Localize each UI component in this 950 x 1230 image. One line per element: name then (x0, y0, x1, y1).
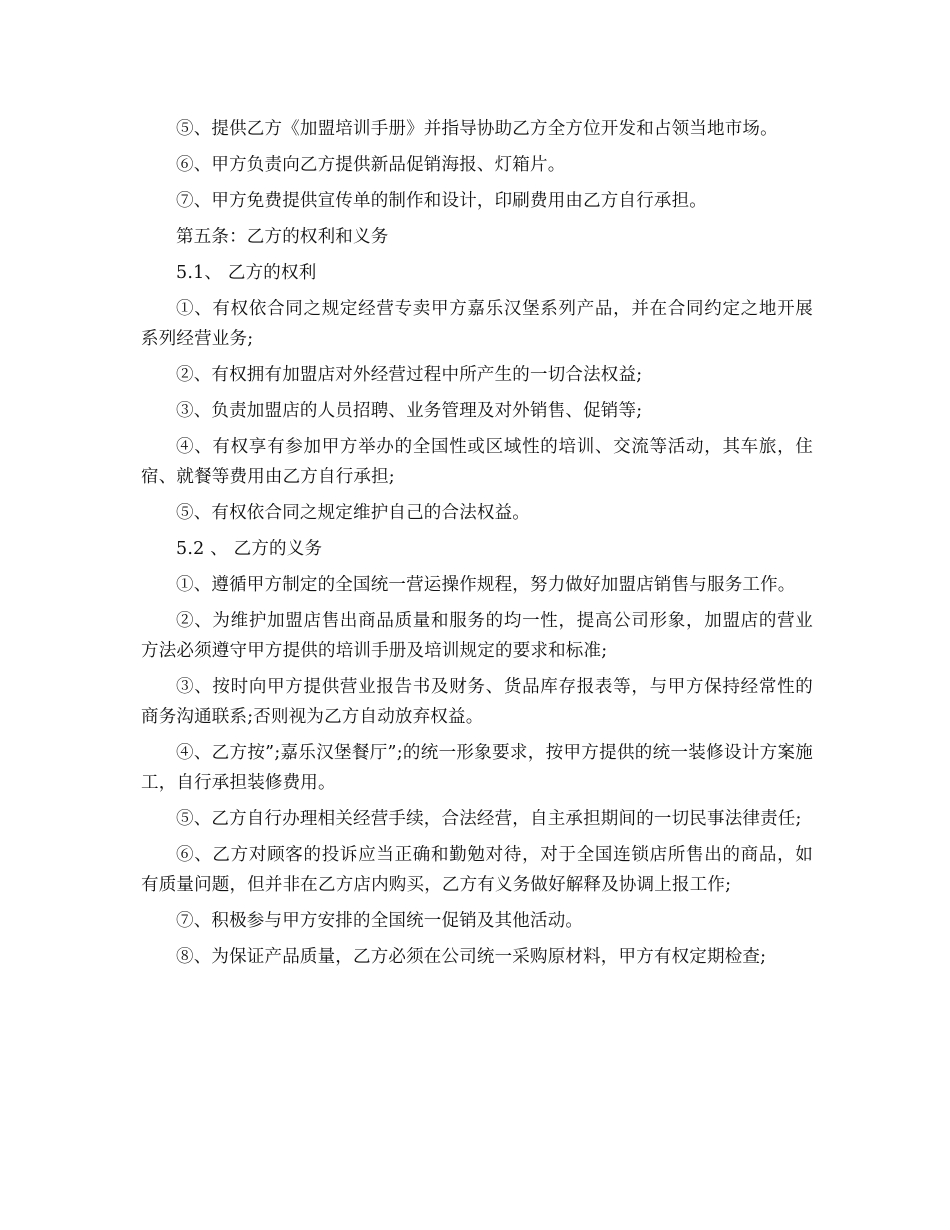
paragraph-right-4: ④、有权享有参加甲方举办的全国性或区域性的培训、交流等活动，其车旅，住宿、就餐等费用由乙方自行承担; (141, 437, 813, 487)
paragraph-item-5-training-manual: ⑤、提供乙方《加盟培训手册》并指导协助乙方全方位开发和占领当地市场。 (176, 119, 778, 139)
paragraph-obligation-3: ③、按时向甲方提供营业报告书及财务、货品库存报表等，与甲方保持经常性的商务沟通联系;否则视为乙方自动放弃权益。 (141, 677, 813, 727)
subsection-heading-5-1: 5.1、 乙方的权利 (176, 263, 317, 283)
paragraph-obligation-7: ⑦、积极参与甲方安排的全国统一促销及其他活动。 (176, 911, 584, 931)
paragraph-right-2: ②、有权拥有加盟店对外经营过程中所产生的一切合法权益; (176, 365, 643, 385)
paragraph-obligation-8: ⑧、为保证产品质量，乙方必须在公司统一采购原材料，甲方有权定期检查; (176, 947, 767, 967)
paragraph-obligation-6: ⑥、乙方对顾客的投诉应当正确和勤勉对待，对于全国连锁店所售出的商品，如有质量问题，但并非在乙方店内购买，乙方有义务做好解释及协调上报工作; (141, 845, 813, 895)
section-heading-article-5: 第五条：乙方的权利和义务 (176, 227, 389, 247)
paragraph-obligation-4: ④、乙方按”;嘉乐汉堡餐厅”;的统一形象要求，按甲方提供的统一装修设计方案施工，自行承担装修费用。 (141, 743, 813, 793)
paragraph-obligation-1: ①、遵循甲方制定的全国统一营运操作规程，努力做好加盟店销售与服务工作。 (176, 575, 796, 595)
paragraph-obligation-5: ⑤、乙方自行办理相关经营手续，合法经营，自主承担期间的一切民事法律责任; (176, 809, 802, 829)
document-body (141, 114, 813, 978)
paragraph-right-3: ③、负责加盟店的人员招聘、业务管理及对外销售、促销等; (176, 401, 643, 421)
paragraph-item-7-flyers: ⑦、甲方免费提供宣传单的制作和设计，印刷费用由乙方自行承担。 (176, 191, 707, 211)
paragraph-right-1: ①、有权依合同之规定经营专卖甲方嘉乐汉堡系列产品，并在合同约定之地开展系列经营业务; (141, 299, 813, 349)
paragraph-right-5: ⑤、有权依合同之规定维护自己的合法权益。 (176, 503, 530, 523)
paragraph-obligation-2: ②、为维护加盟店售出商品质量和服务的均一性，提高公司形象，加盟店的营业方法必须遵守甲方提供的培训手册及培训规定的要求和标准; (141, 611, 813, 661)
paragraph-item-6-promo-posters: ⑥、甲方负责向乙方提供新品促销海报、灯箱片。 (176, 155, 566, 175)
subsection-heading-5-2: 5.2 、 乙方的义务 (176, 539, 323, 559)
